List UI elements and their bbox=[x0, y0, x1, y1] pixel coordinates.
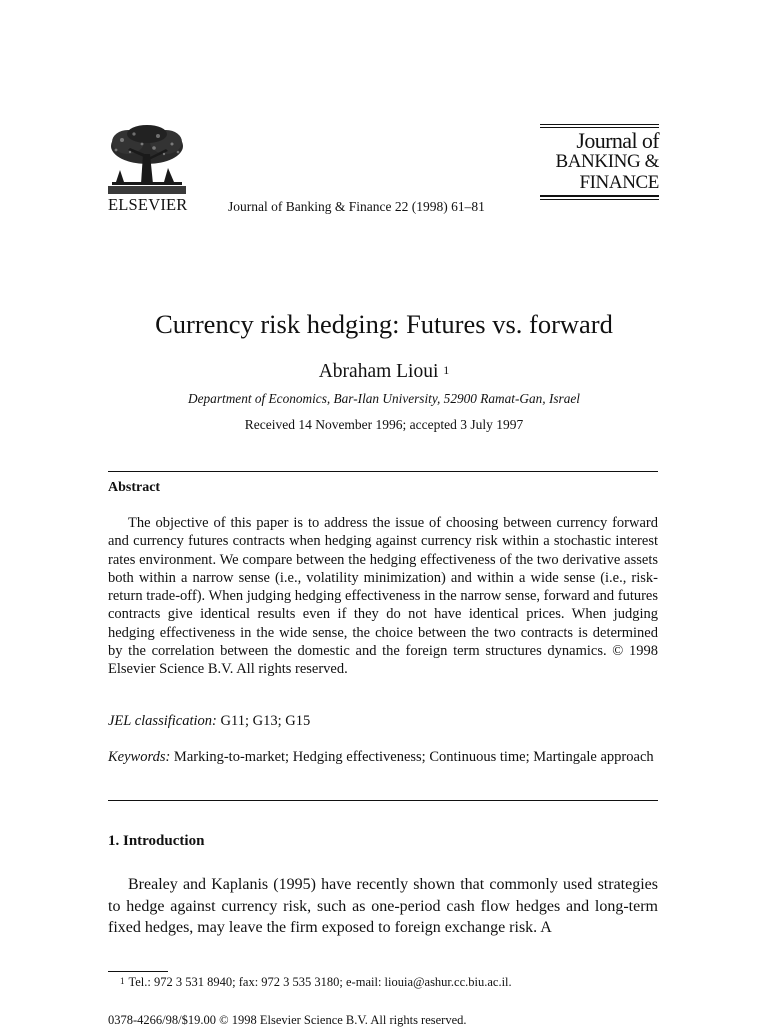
jel-label: JEL classification: bbox=[108, 713, 217, 729]
footnote bbox=[120, 975, 512, 990]
masthead-rule-bottom-2 bbox=[540, 199, 659, 200]
jel-classification bbox=[108, 712, 658, 730]
copyright-line: 0378-4266/98/$19.00 © 1998 Elsevier Science B.V. All rights reserved. bbox=[108, 1013, 467, 1027]
masthead-line-3: FINANCE bbox=[579, 172, 659, 194]
journal-masthead bbox=[540, 124, 659, 202]
author-name: Abraham Lioui bbox=[318, 361, 439, 382]
masthead-rule-bottom bbox=[540, 195, 659, 196]
paper-title: Currency risk hedging: Futures vs. forward bbox=[155, 309, 613, 339]
journal-citation: Journal of Banking & Finance 22 (1998) 61–81 bbox=[228, 199, 485, 214]
abstract-text: The objective of this paper is to address the issue of choosing between currency forward and currency futures contracts when hedging against currency risk within a stochastic interest rates environment. We compare between the hedging effectiveness of the two derivative assets both within a narrow sense (i.e., volatility minimization) and within a wide sense (i.e., risk-return trade-off). When judging hedging effectiveness in the narrow sense, forward and futures contracts give identical results even if they do not have identical prices. When judging hedging effectiveness in the wide sense, the choice between the two contracts is determined by the correlation between the domestic and the foreign term structures dynamics. © 1998 Elsevier Science B.V. All rights reserved. bbox=[108, 515, 659, 678]
section-text: Brealey and Kaplanis (1995) have recently shown that commonly used strategies to hedge against currency risk, such as one-period cash flow hedges and long-term fixed hedges, may leave the firm exposed to foreign exchange risk. A bbox=[108, 876, 658, 936]
keywords bbox=[108, 748, 658, 766]
abstract-heading: Abstract bbox=[108, 480, 161, 495]
author-affiliation: Department of Economics, Bar-Ilan University, 52900 Ramat-Gan, Israel bbox=[188, 391, 580, 406]
author-footnote-marker: 1 bbox=[443, 363, 450, 377]
author-line bbox=[0, 361, 768, 383]
publisher-name: ELSEVIER bbox=[108, 195, 188, 214]
section-heading: 1. Introduction bbox=[108, 833, 205, 849]
keywords-label: Keywords: bbox=[108, 749, 171, 765]
abstract-top-rule bbox=[108, 471, 658, 472]
keywords-value: Marking-to-market; Hedging effectiveness; Continuous time; Martingale approach bbox=[173, 749, 654, 765]
publisher-logo bbox=[108, 124, 188, 214]
received-dates: Received 14 November 1996; accepted 3 July 1997 bbox=[244, 417, 524, 432]
jel-value: G11; G13; G15 bbox=[220, 713, 311, 729]
masthead-line-1: Journal of bbox=[576, 128, 659, 154]
footnote-rule bbox=[108, 971, 168, 972]
footnote-text: Tel.: 972 3 531 8940; fax: 972 3 535 3180; e-mail: liouia@ashur.cc.biu.ac.il. bbox=[128, 975, 512, 989]
masthead-line-2: BANKING & bbox=[555, 151, 659, 173]
elsevier-tree-icon bbox=[108, 124, 186, 194]
footnote-marker: 1 bbox=[120, 976, 125, 986]
masthead-rule-top bbox=[540, 124, 659, 125]
abstract-bottom-rule bbox=[108, 800, 658, 801]
